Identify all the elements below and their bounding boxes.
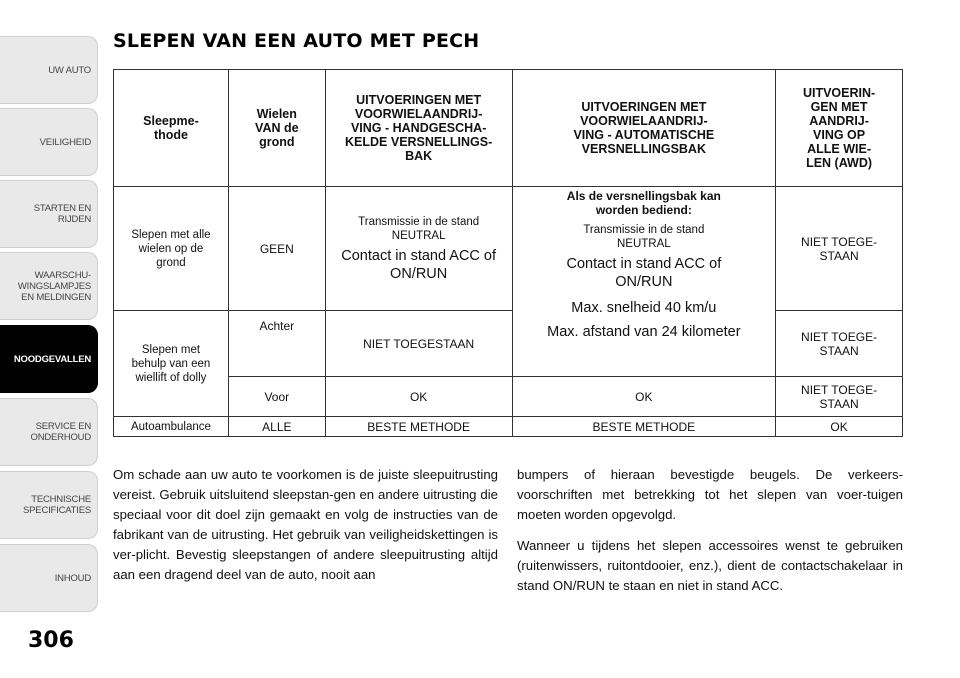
auto-condition: Als de versnellingsbak kan worden bediend: xyxy=(566,189,721,217)
cell-method-dolly: Slepen met behulp van een wiellift of dolly xyxy=(114,311,229,417)
tab-inhoud[interactable]: INHOUD xyxy=(0,544,98,612)
cell-wheels-front: Voor xyxy=(228,377,325,417)
cell-wheels-rear: Achter xyxy=(228,311,325,377)
tab-starten-en-rijden[interactable]: STARTEN EN RIJDEN xyxy=(0,180,98,248)
header-fwd-automatic: UITVOERINGEN MET VOORWIELAANDRIJ- VING - AUTOMATISCHE VERSNELLINGSBAK xyxy=(512,70,776,187)
cell-manual-flat xyxy=(325,187,512,311)
auto-max-speed: Max. snelheid 40 km/u xyxy=(571,300,717,316)
tab-uw-auto[interactable]: UW AUTO xyxy=(0,36,98,104)
table-header-row xyxy=(114,70,903,187)
tab-veiligheid[interactable]: VEILIGHEID xyxy=(0,108,98,176)
header-method: Sleepme- thode xyxy=(114,70,229,187)
cell-awd-flatbed: OK xyxy=(776,417,903,437)
body-paragraph-3: Wanneer u tijdens het slepen accessoires wenst te gebruiken (ruitenwissers, ruitontdooier, enz.), dient de contactschakelaar in stand ON/RUN te staan en niet in stand ACC. xyxy=(517,538,903,593)
body-paragraph-2: bumpers of hieraan bevestigde beugels. De verkeers-voorschriften met betrekking tot het slepen van voer-tuigen moeten worden opgevolgd. xyxy=(517,467,903,522)
cell-manual-front: OK xyxy=(325,377,512,417)
header-wheels: Wielen VAN de grond xyxy=(228,70,325,187)
cell-awd-rear: NIET TOEGE- STAAN xyxy=(776,311,903,377)
cell-wheels-none: GEEN xyxy=(228,187,325,311)
auto-max-distance: Max. afstand van 24 kilometer xyxy=(547,324,741,340)
table-row xyxy=(114,417,903,437)
tab-noodgevallen[interactable]: NOODGEVALLEN xyxy=(0,325,98,393)
body-paragraph-1: Om schade aan uw auto te voorkomen is de juiste sleepuitrusting vereist. Gebruik uitsluitend sleepstan-gen en andere uitrusting die speciaal voor dit doel zijn gemaakt en volg de instructies van de fabrikant van de uitrusting. Het gebruik van veiligheidskettingen is ver-plicht. Bevestig sleepstangen of andere sleepuitrusting altijd aan een dragend deel van de auto, nooit aan xyxy=(113,467,498,582)
tab-waarschuwingslampjes[interactable]: WAARSCHU- WINGSLAMPJES EN MELDINGEN xyxy=(0,252,98,320)
table-row xyxy=(114,311,903,377)
cell-auto-front: OK xyxy=(512,377,776,417)
page-number: 306 xyxy=(28,628,74,653)
cell-awd-front: NIET TOEGE- STAAN xyxy=(776,377,903,417)
manual-transmission-note: Transmissie in de stand NEUTRAL xyxy=(358,215,480,242)
table-row xyxy=(114,377,903,417)
cell-method-flat: Slepen met alle wielen op de grond xyxy=(114,187,229,311)
cell-manual-rear: NIET TOEGESTAAN xyxy=(325,311,512,377)
cell-manual-flatbed: BESTE METHODE xyxy=(325,417,512,437)
tab-service-en-onderhoud[interactable]: SERVICE EN ONDERHOUD xyxy=(0,398,98,466)
cell-auto-flat-and-rear xyxy=(512,187,776,377)
auto-transmission-note: Transmissie in de stand NEUTRAL xyxy=(583,224,705,250)
auto-ignition-note: Contact in stand ACC of ON/RUN xyxy=(566,256,722,290)
tab-technische-specificaties[interactable]: TECHNISCHE SPECIFICATIES xyxy=(0,471,98,539)
cell-awd-flat: NIET TOEGE- STAAN xyxy=(776,187,903,311)
manual-ignition-note: Contact in stand ACC of ON/RUN xyxy=(341,247,497,282)
table-row xyxy=(114,187,903,311)
cell-auto-flatbed: BESTE METHODE xyxy=(512,417,776,437)
towing-table xyxy=(113,69,903,437)
header-awd: UITVOERIN- GEN MET AANDRIJ- VING OP ALLE WIE- LEN (AWD) xyxy=(776,70,903,187)
header-fwd-manual: UITVOERINGEN MET VOORWIELAANDRIJ- VING - HANDGESCHA- KELDE VERSNELLINGS- BAK xyxy=(325,70,512,187)
cell-method-flatbed: Autoambulance xyxy=(114,417,229,437)
cell-wheels-all: ALLE xyxy=(228,417,325,437)
page-title: SLEPEN VAN EEN AUTO MET PECH xyxy=(113,30,480,52)
